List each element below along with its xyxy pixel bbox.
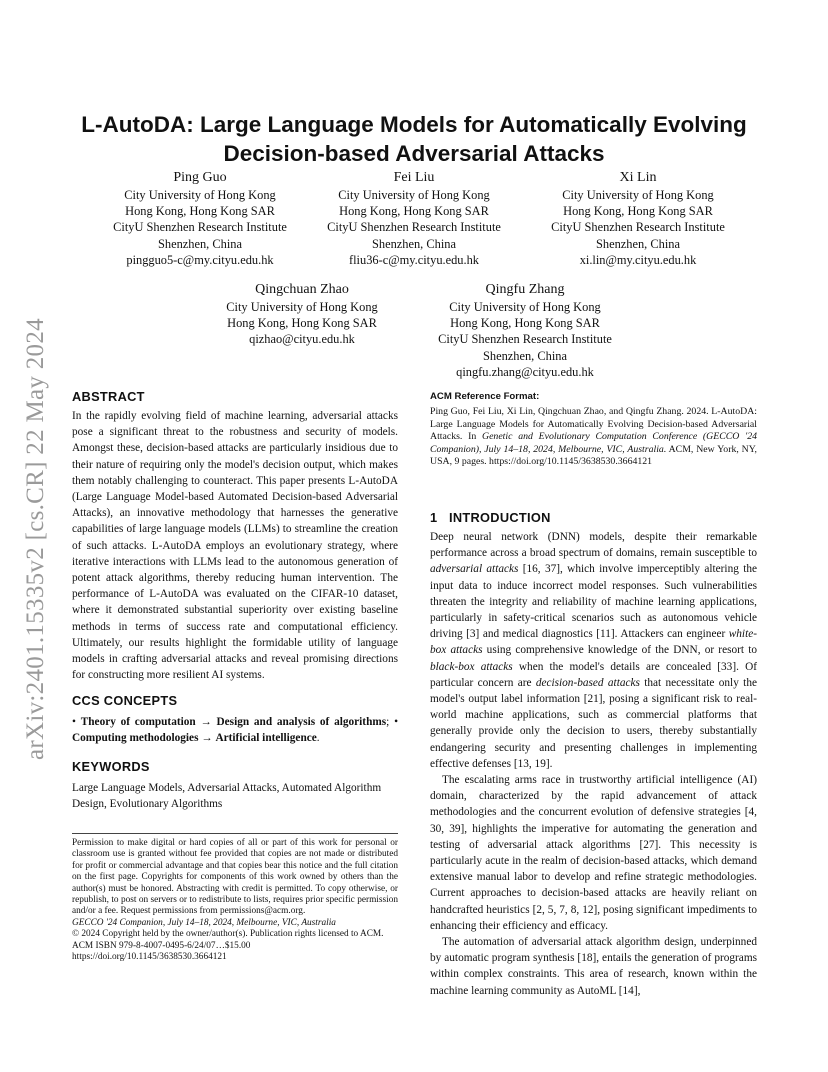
ccs-concept: Design and analysis of algorithms [216,716,387,728]
author-affiliation: Hong Kong, Hong Kong SAR [563,204,713,219]
arxiv-stamp [22,280,48,760]
author-email: pingguo5-c@my.cityu.edu.hk [126,252,274,267]
abstract-text: In the rapidly evolving field of machine learning, adversarial attacks pose a significant threat to the robustness and security of models. Amongst these, decision-based attacks are particularly insidious due to their nature of requiring only the model's decision output, which makes them notably challenging to counteract. This paper presents L-AutoDA (Large Language Model-based Automated Decision-based Adversarial Attacks), an innovative methodology that harnesses the generative capabilities of large language models (LLMs) to streamline the creation of such attacks. L-AutoDA employs an evolutionary strategy, where iterative interactions with LLMs lead to the autonomous generation of potent attack algorithms, thereby reducing human intervention. The performance of L-AutoDA was evaluated on the CIFAR-10 dataset, where it demonstrated substantial superiority over existing baseline methods in terms of success rate and computational efficiency. Ultimately, our results highlight the formidable utility of language models in crafting adversarial attacks and reveal promising directions for constructing more resilient AI systems. [72,410,398,682]
reference-tail: ACM, New York, NY, USA, 9 pages. https://doi.org/10.1145/3638530.3664121 [430,443,757,468]
author-block [528,169,748,268]
author-affiliation: Hong Kong, Hong Kong SAR [450,316,600,331]
title-line-1: L-AutoDA: Large Language Models for Automatically Evolving [81,112,747,137]
abstract-heading: ABSTRACT [72,389,145,404]
author-email: qizhao@cityu.edu.hk [249,332,355,347]
author-affiliation: City University of Hong Kong [562,188,714,202]
ccs-heading: CCS CONCEPTS [72,693,178,708]
introduction-section [430,510,757,999]
footnote-rule [72,833,398,834]
text-run: when the model's details are concealed [33]. Of particular concern are [430,660,757,689]
isbn-line: ACM ISBN 979-8-4007-0495-6/24/07…$15.00 [72,940,251,951]
text-run: Deep neural network (DNN) models, despite their remarkable performance across a broad spectrum of domains, remain susceptible to [430,531,757,560]
copyright-line: © 2024 Copyright held by the owner/author(s). Publication rights licensed to ACM. [72,929,384,940]
ccs-arrow: → [201,732,213,745]
acm-reference [430,390,757,469]
author-email: xi.lin@my.cityu.edu.hk [579,252,697,267]
ccs-bullet: • [394,716,399,728]
author-affiliation: Hong Kong, Hong Kong SAR [339,204,489,219]
keywords-text: Large Language Models, Adversarial Attacks, Automated Algorithm Design, Evolutionary Algorithms [72,782,382,811]
emphasis: black-box attacks [430,660,513,673]
author-affiliation: Shenzhen, China [483,348,567,363]
author-block [304,169,524,268]
doi-link[interactable]: https://doi.org/10.1145/3638530.3664121 [72,952,227,963]
introduction-heading [430,510,757,525]
ccs-separator: ; [386,716,390,728]
text-run: using comprehensive knowledge of the DNN, or resort to [482,644,757,657]
author-affiliation: City University of Hong Kong [124,188,276,202]
reference-text [430,406,757,469]
ccs-section [72,693,398,746]
author-affiliation: Hong Kong, Hong Kong SAR [125,204,275,219]
venue-line: GECCO '24 Companion, July 14–18, 2024, Melbourne, VIC, Australia [72,917,336,928]
author-affiliation: CityU Shenzhen Research Institute [438,332,612,347]
emphasis: adversarial attacks [430,563,519,576]
reference-venue: Genetic and Evolutionary Computation Conference (GECCO '24 Companion), July 14–18, 2024, Melbourne, VIC, Australia. [430,431,757,455]
paper-title [60,110,768,168]
permission-text: Permission to make digital or hard copies of all or part of this work for personal or classroom use is granted without fee provided that copies are not made or distributed for profit or commercial advantage and that copies bear this notice and the full citation on the first page. Copyrights for components of this work owned by others than the author(s) must be honored. Abstracting with credit is permitted. To copy otherwise, or republish, to post on servers or to redistribute to lists, requires prior specific permission and/or a fee. Request permissions from permissions@acm.org. [72,838,398,917]
author-affiliation: CityU Shenzhen Research Institute [113,220,287,235]
ccs-arrow: → [200,716,212,728]
reference-authors: Ping Guo, Fei Liu, Xi Lin, Qingchuan Zhao, and Qingfu Zhang. 2024. L-AutoDA: Large Language Models for Automatically Evolving Decision-based Adversarial Attacks. In [430,406,757,443]
author-email: qingfu.zhang@cityu.edu.hk [456,364,594,379]
ccs-concept: Computing methodologies [72,732,199,745]
author-name: Qingfu Zhang [485,282,565,297]
ccs-bullet: • [72,716,76,728]
text-run: [16, 37], which involve imperceptibly altering the input data to induce incorrect model responses. Such vulnerabilities threaten the integrity and reliability of machine learning applications, particularly in safety-critical scenarios such as autonomous vehicle driving [3] and medical diagnostics [11]. Attackers can engineer [430,563,757,641]
author-affiliation: City University of Hong Kong [226,300,378,314]
author-affiliation: Shenzhen, China [372,236,456,251]
intro-paragraph [430,529,757,772]
author-affiliation: Hong Kong, Hong Kong SAR [227,316,377,331]
reference-heading: ACM Reference Format: [430,391,540,402]
arxiv-stamp-text: arXiv:2401.15335v2 [cs.CR] 22 May 2024 [22,318,49,760]
footnote [72,838,398,963]
ccs-concept: Theory of computation [80,716,196,728]
intro-paragraph: The automation of adversarial attack algorithm design, underpinned by automatic program synthesis [18], entails the generation of programs within complex constraints. This area of research, known within the machine learning community as AutoML [14], [430,936,757,997]
author-affiliation: City University of Hong Kong [338,188,490,202]
emphasis: decision-based attacks [535,676,640,689]
author-block [192,281,412,348]
text-run: that necessitate only the model's output label information [21], posing a significant risk to real-world machine applications, such as commercial platforms that generally provide only the decision to users, thereby substantially endangering security and presenting challenges in implementing effective defenses [13, 19]. [430,676,757,770]
emphasis: white-box attacks [430,628,757,657]
section-number: 1 [430,510,438,525]
ccs-concept: Artificial intelligence [215,732,317,745]
author-affiliation: Shenzhen, China [596,236,680,251]
keywords-section [72,759,398,812]
author-name: Fei Liu [393,170,435,185]
title-line-2: Decision-based Adversarial Attacks [223,141,605,166]
keywords-heading: KEYWORDS [72,759,150,774]
author-name: Xi Lin [619,170,657,185]
author-name: Ping Guo [173,170,227,185]
author-email: fliu36-c@my.cityu.edu.hk [348,252,479,267]
author-affiliation: City University of Hong Kong [449,300,601,314]
author-block [90,169,310,268]
author-affiliation: CityU Shenzhen Research Institute [327,220,501,235]
ccs-text [72,714,398,746]
author-affiliation: CityU Shenzhen Research Institute [551,220,725,235]
author-block [415,281,635,380]
abstract-section [72,389,398,683]
intro-paragraph: The escalating arms race in trustworthy artificial intelligence (AI) domain, characterized by the rapid advancement of attack methodologies and the concurrent evolution of defensive strategies [4, 30, 39], highlights the imperative for automating the generation and testing of adversarial attack algorithms [27]. This necessity is particularly acute in the realm of decision-based attacks, which demand extensive manual labor to develop and refine strategic methodologies. Current approaches to decision-based attacks are heavily reliant on handcrafted heuristics [2, 5, 7, 8, 12], posing significant impediments to enhancing their efficiency and efficacy. [430,774,757,932]
author-affiliation: Shenzhen, China [158,236,242,251]
section-title: INTRODUCTION [449,510,551,525]
ccs-end: . [316,732,320,745]
author-name: Qingchuan Zhao [255,282,349,297]
